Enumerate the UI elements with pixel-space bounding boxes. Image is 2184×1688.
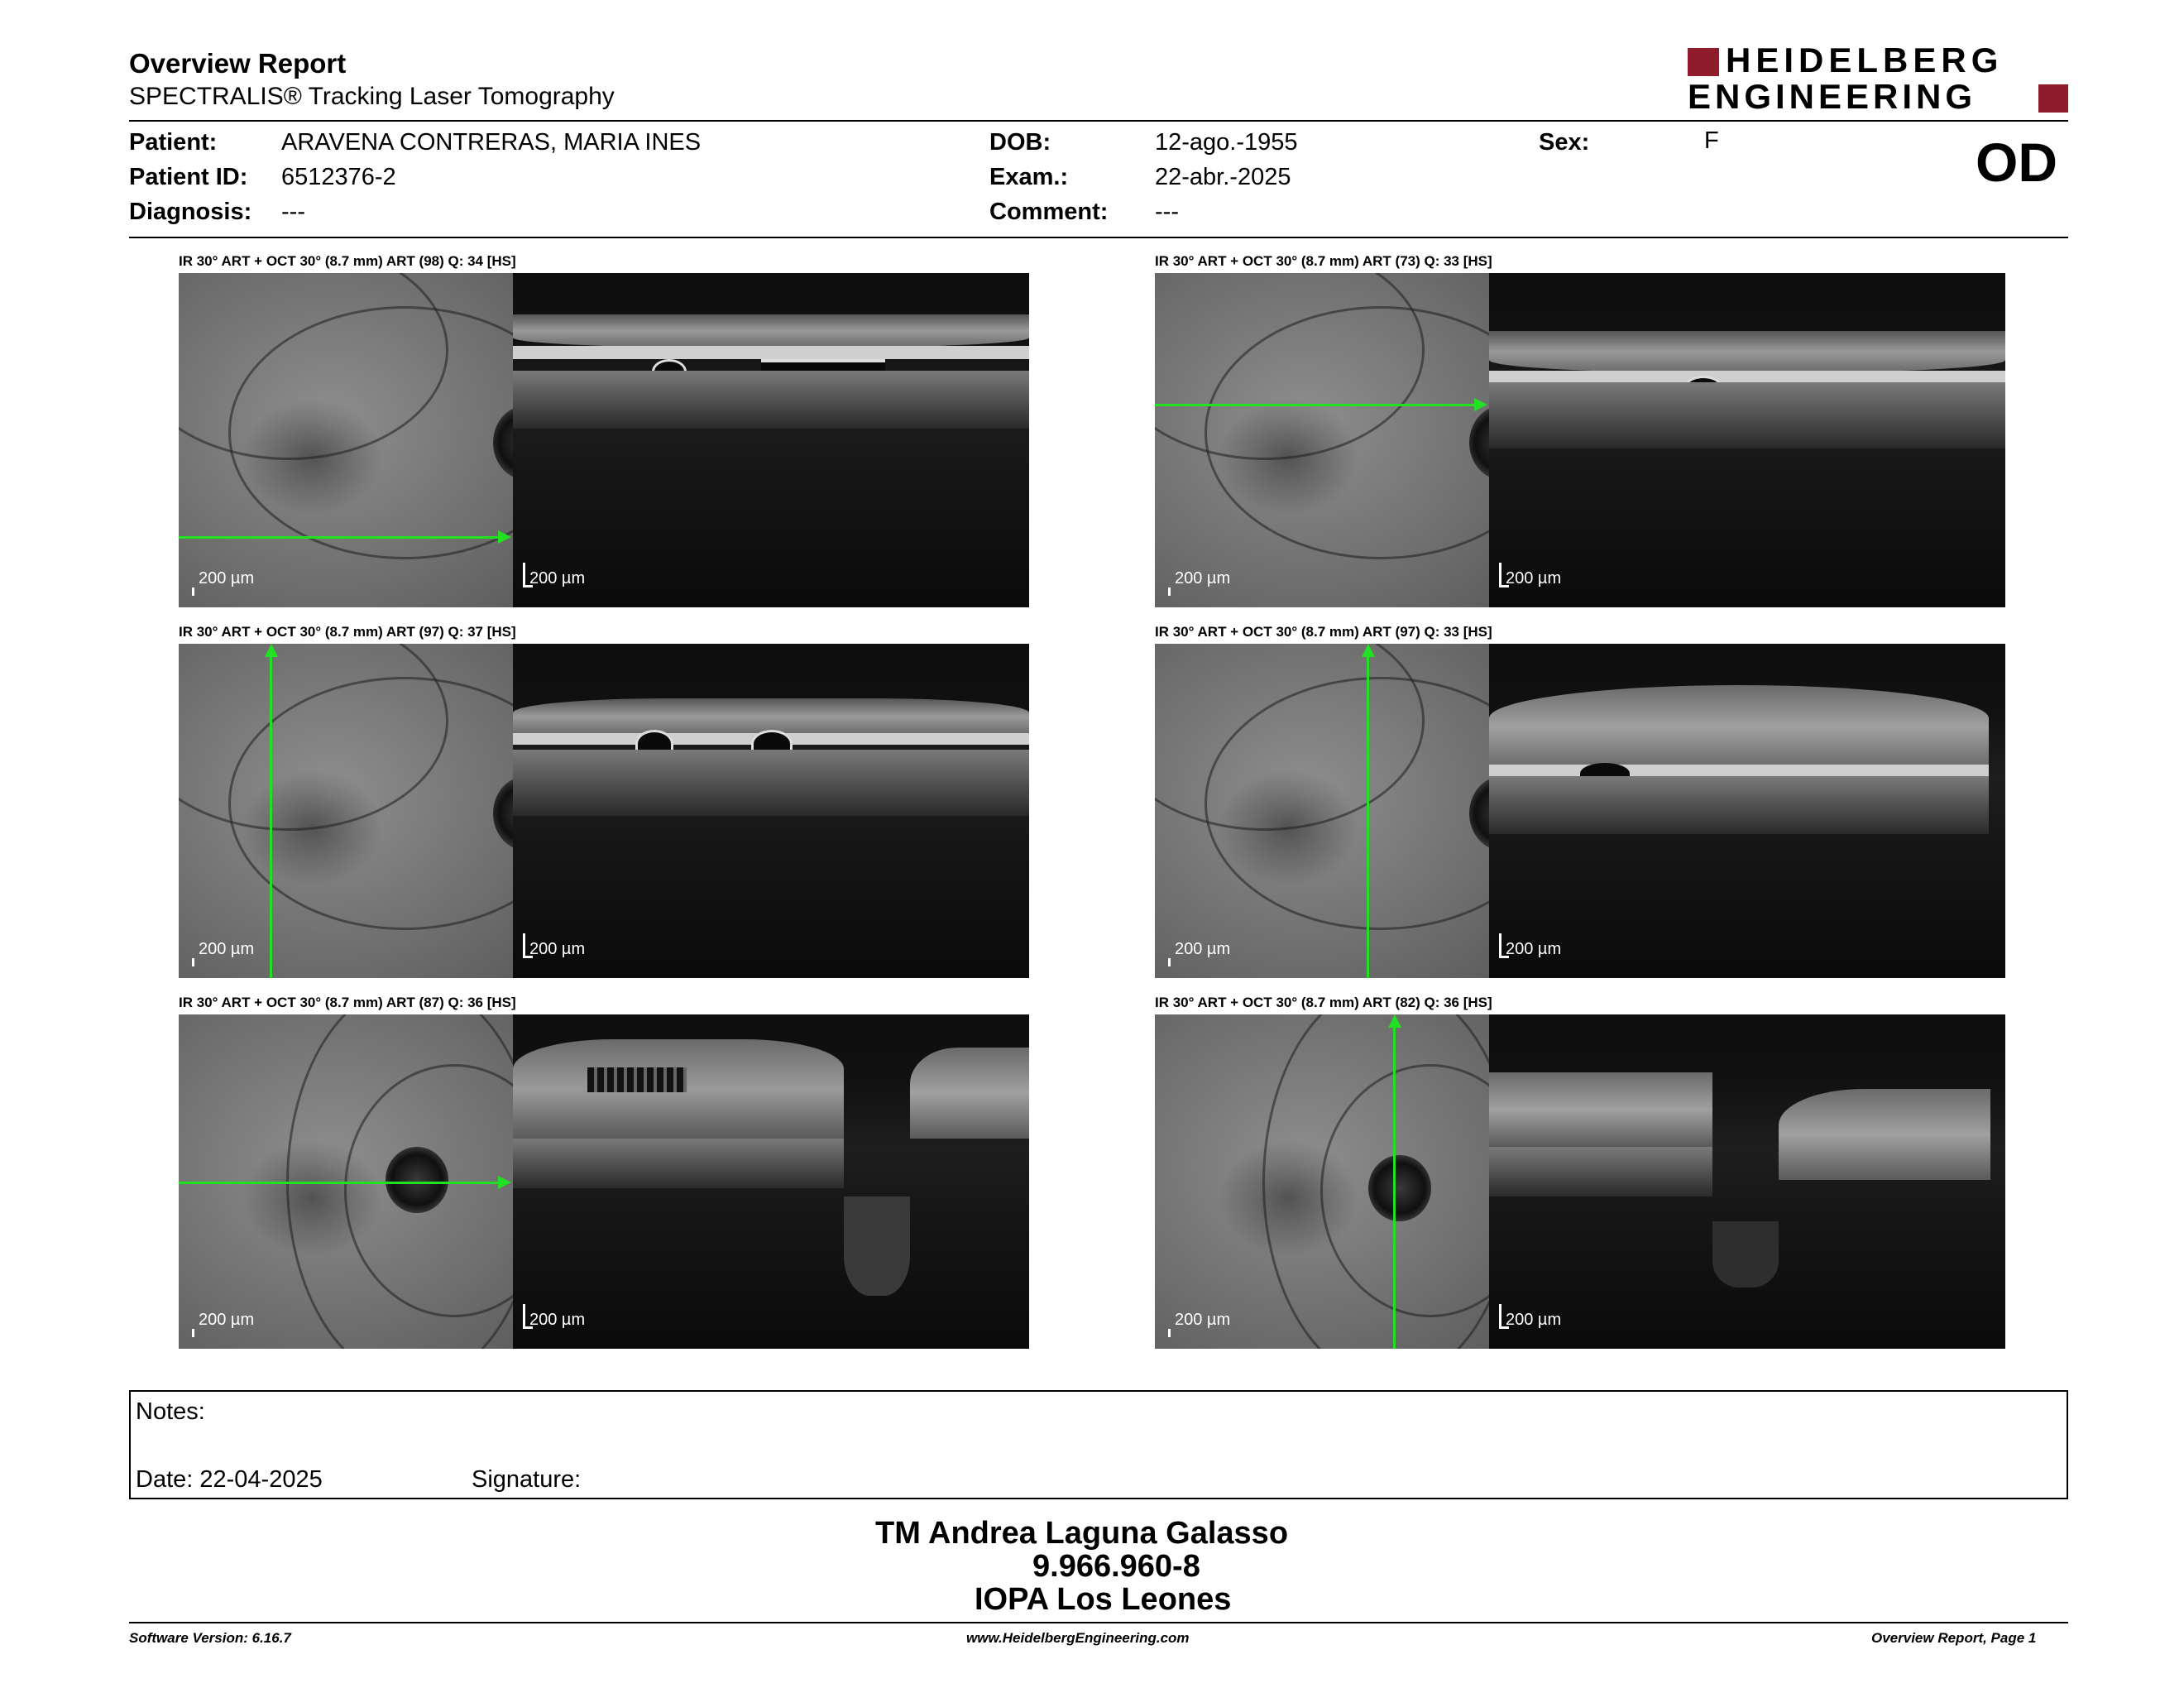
comment-value: --- (1155, 199, 1179, 225)
oct-bscan-image[interactable] (513, 644, 1029, 978)
logo-square-icon (1688, 48, 1719, 76)
scan-caption: IR 30° ART + OCT 30° (8.7 mm) ART (87) Q: 36 [HS] (179, 995, 516, 1010)
oct-scale-label: 200 µm (529, 1311, 586, 1329)
sex-value: F (1704, 127, 1719, 154)
eye-laterality: OD (1976, 132, 2057, 193)
ir-fundus-image[interactable] (179, 644, 513, 978)
oct-bscan-image[interactable] (1489, 644, 2005, 978)
oct-bscan-image[interactable] (513, 1014, 1029, 1349)
website-link[interactable]: www.HeidelbergEngineering.com (966, 1630, 1190, 1646)
oct-bscan-image[interactable] (1489, 1014, 2005, 1349)
dob-value: 12-ago.-1955 (1155, 129, 1298, 156)
ir-fundus-image[interactable] (179, 273, 513, 607)
ir-scale-label: 200 µm (199, 940, 255, 958)
oct-bscan-image[interactable] (1489, 273, 2005, 607)
ir-fundus-image[interactable] (1155, 273, 1489, 607)
page-indicator: Overview Report, Page 1 (1871, 1630, 2037, 1646)
patient-divider (129, 237, 2068, 238)
signature-label: Signature: (472, 1466, 582, 1493)
logo-line1: HEIDELBERG (1726, 41, 2004, 79)
patient-label: Patient: (129, 129, 218, 156)
oct-bscan-image[interactable] (513, 273, 1029, 607)
scan-caption: IR 30° ART + OCT 30° (8.7 mm) ART (82) Q: 36 [HS] (1155, 995, 1492, 1010)
exam-value: 22-abr.-2025 (1155, 164, 1291, 190)
oct-scale-label: 200 µm (529, 569, 586, 587)
scan-caption: IR 30° ART + OCT 30° (8.7 mm) ART (97) Q: 33 [HS] (1155, 624, 1492, 640)
notes-box[interactable] (129, 1390, 2068, 1499)
ir-scale-label: 200 µm (1175, 940, 1231, 958)
comment-label: Comment: (989, 199, 1109, 225)
logo-square-icon (2038, 84, 2068, 113)
sex-label: Sex: (1539, 129, 1590, 156)
ir-fundus-image[interactable] (1155, 1014, 1489, 1349)
signer-name: TM Andrea Laguna Galasso (875, 1516, 1289, 1551)
oct-scale-label: 200 µm (1506, 940, 1562, 958)
patient-id: 6512376-2 (281, 164, 396, 190)
ir-scale-label: 200 µm (199, 569, 255, 587)
diagnosis-label: Diagnosis: (129, 199, 252, 225)
heidelberg-logo (1688, 41, 2068, 116)
ir-scale-label: 200 µm (1175, 569, 1231, 587)
signer-id: 9.966.960-8 (1032, 1549, 1200, 1584)
ir-scale-label: 200 µm (1175, 1311, 1231, 1329)
dob-label: DOB: (989, 129, 1051, 156)
report-subtitle: SPECTRALIS® Tracking Laser Tomography (129, 83, 615, 110)
exam-label: Exam.: (989, 164, 1069, 190)
report-title: Overview Report (129, 48, 347, 79)
notes-label: Notes: (136, 1398, 205, 1425)
software-version: Software Version: 6.16.7 (129, 1630, 291, 1646)
oct-scale-label: 200 µm (1506, 1311, 1562, 1329)
patient-name: ARAVENA CONTRERAS, MARIA INES (281, 129, 702, 156)
notes-date: Date: 22-04-2025 (136, 1466, 323, 1493)
scan-caption: IR 30° ART + OCT 30° (8.7 mm) ART (73) Q: 33 [HS] (1155, 253, 1492, 269)
oct-scale-label: 200 µm (529, 940, 586, 958)
logo-line2: ENGINEERING (1688, 77, 1977, 116)
signer-institution: IOPA Los Leones (975, 1582, 1232, 1617)
footer-divider (129, 1622, 2068, 1623)
oct-scale-label: 200 µm (1506, 569, 1562, 587)
scan-caption: IR 30° ART + OCT 30° (8.7 mm) ART (97) Q: 37 [HS] (179, 624, 516, 640)
scan-caption: IR 30° ART + OCT 30° (8.7 mm) ART (98) Q: 34 [HS] (179, 253, 516, 269)
header-divider (129, 120, 2068, 122)
patient-id-label: Patient ID: (129, 164, 248, 190)
diagnosis-value: --- (281, 199, 305, 225)
ir-fundus-image[interactable] (179, 1014, 513, 1349)
ir-fundus-image[interactable] (1155, 644, 1489, 978)
ir-scale-label: 200 µm (199, 1311, 255, 1329)
